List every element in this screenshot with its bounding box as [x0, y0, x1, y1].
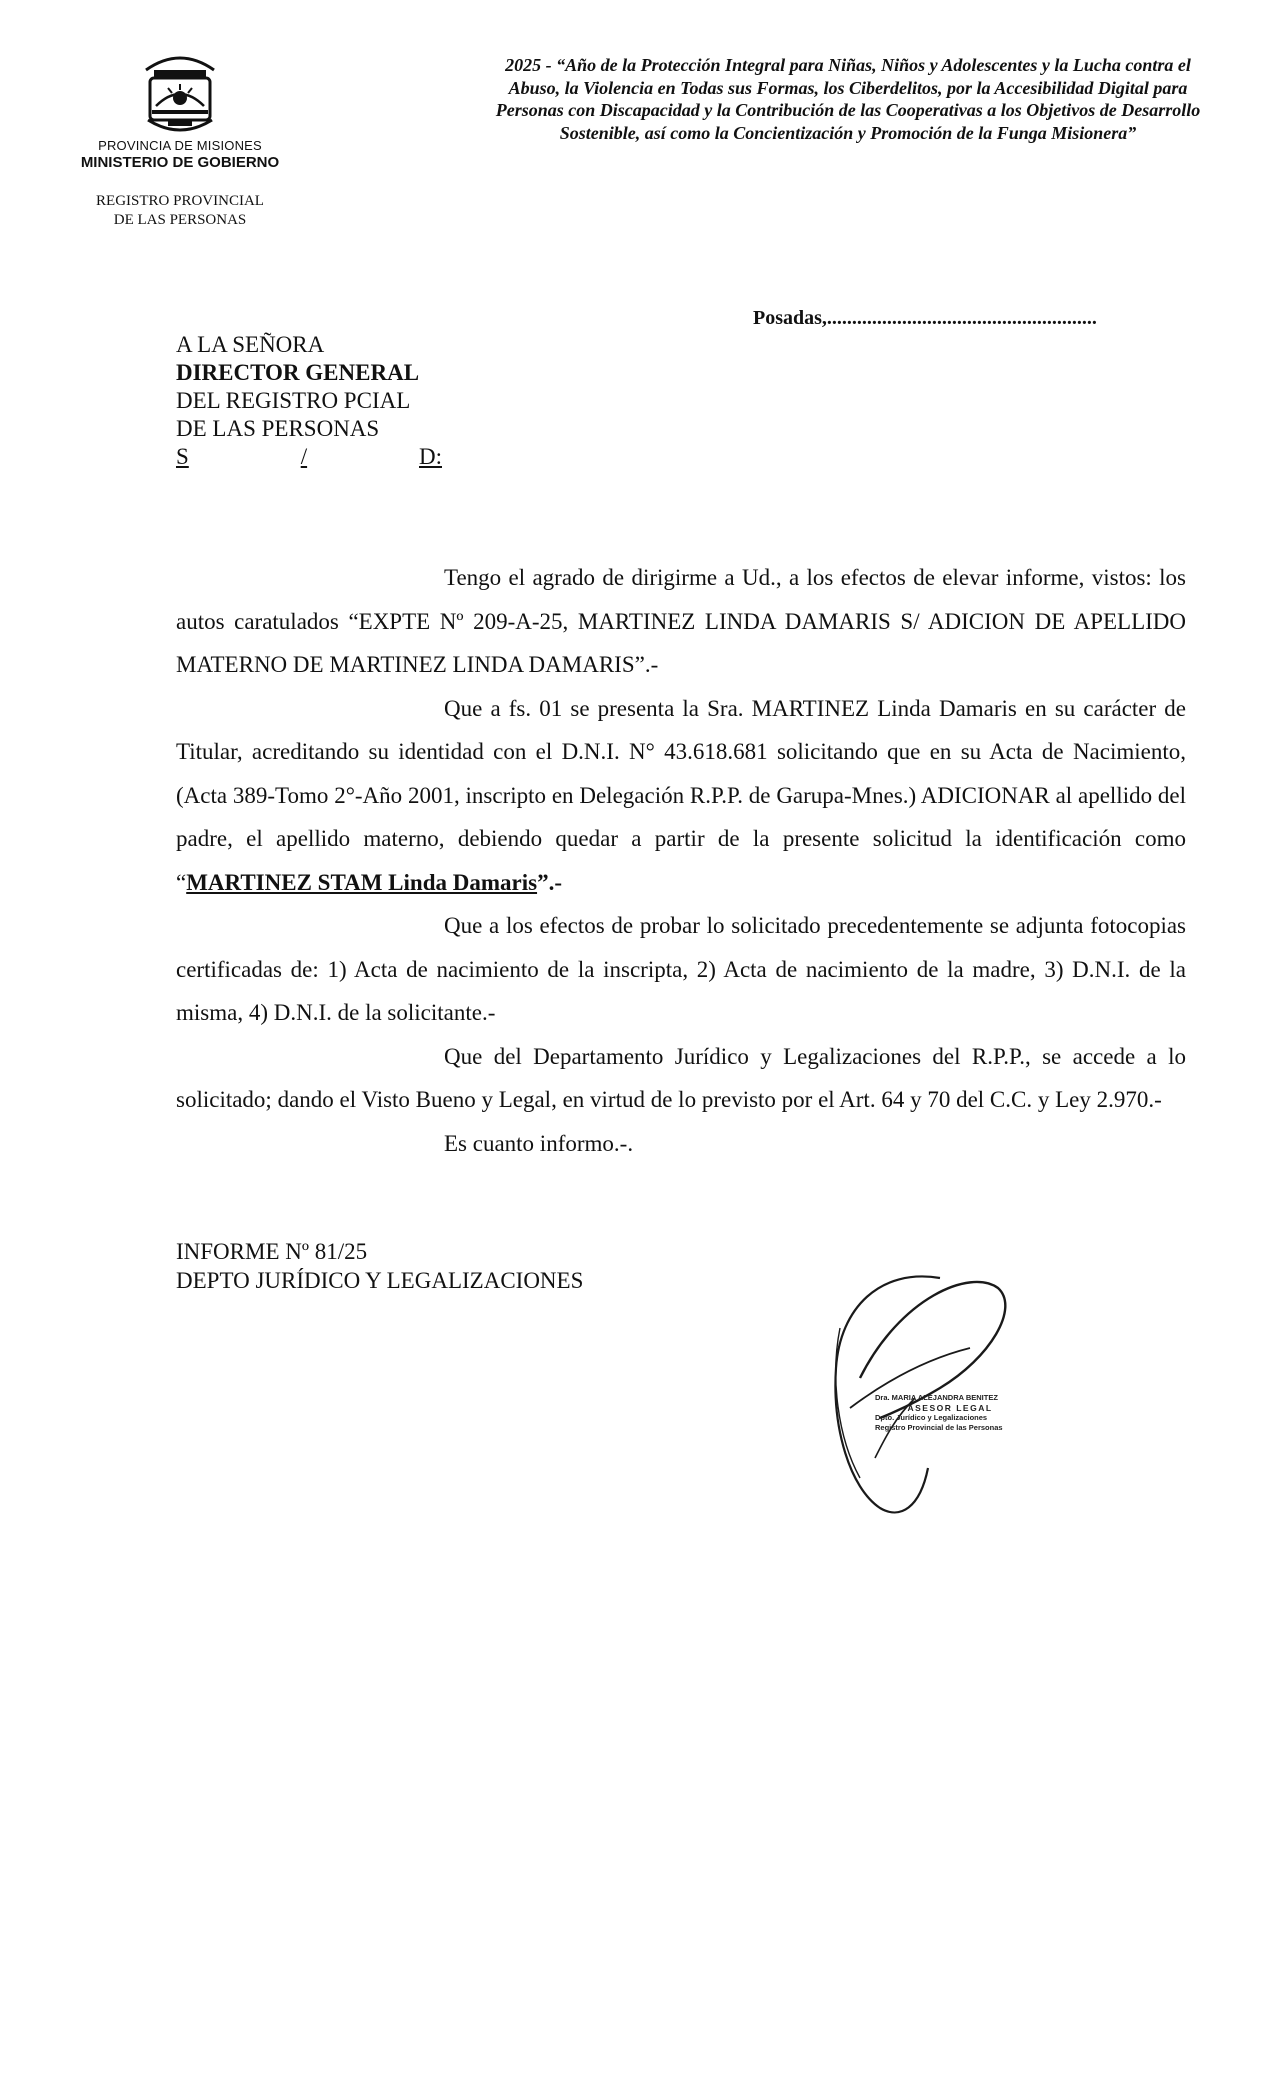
sd-d: D:	[419, 444, 442, 469]
date-line: Posadas,......................................................	[753, 307, 1097, 329]
ministry-name: MINISTERIO DE GOBIERNO	[80, 154, 280, 171]
report-department: DEPTO JURÍDICO Y LEGALIZACIONES	[176, 1268, 584, 1293]
report-info	[176, 1237, 583, 1295]
addressee-line-3: DEL REGISTRO PCIAL	[176, 388, 411, 413]
year-motto-year: 2025	[505, 55, 542, 75]
ministry-logo-block	[60, 48, 300, 230]
stamp-line-4: Registro Provincial de las Personas	[875, 1423, 1003, 1432]
addressee-line-2: DIRECTOR GENERAL	[176, 360, 420, 385]
year-motto-text: - “Año de la Protección Integral para Niñas, Niños y Adolescentes y la Lucha contra el Abuso, la Violencia en Todas sus Formas, los Ciberdelitos, por la Accesibilidad Digital para Personas con Discapacidad y la Contribución de las Cooperativas a los Objetivos de Desarrollo Sostenible, así como la Concientización y Promoción de la Funga Misionera”	[495, 55, 1201, 143]
report-number: INFORME Nº 81/25	[176, 1239, 368, 1264]
letter-body	[176, 556, 1186, 1165]
requested-name-underlined: MARTINEZ STAM Linda Damaris	[186, 869, 538, 895]
province-name: PROVINCIA DE MISIONES	[98, 138, 262, 153]
registry-name-line1: REGISTRO PROVINCIAL	[96, 193, 264, 209]
body-paragraph-3: Que a los efectos de probar lo solicitado precedentemente se adjunta fotocopias certificadas de: 1) Acta de nacimiento de la inscripta, 2) Acta de nacimiento de la madre, 3) D.N.I. de la misma, 4) D.N.I. de la solicitante.-	[176, 913, 1186, 1025]
sd-s: S	[176, 444, 189, 469]
registry-name-line2: DE LAS PERSONAS	[113, 212, 247, 228]
body-paragraph-2	[176, 687, 1186, 905]
body-paragraph-5: Es cuanto informo.-.	[444, 1130, 634, 1156]
sd-slash: /	[300, 444, 308, 469]
body-paragraph-2-text: Que a fs. 01 se presenta la Sra. MARTINEZ Linda Damaris en su carácter de Titular, acreditando su identidad con el D.N.I. N° 43.618.681 solicitando que en su Acta de Nacimiento, (Acta 389-Tomo 2°-Año 2001, inscripto en Delegación R.P.P. de Garupa-Mnes.) ADICIONAR al apellido del padre, el apellido materno, debiendo quedar a partir de la presente solicitud la identificación como “	[176, 695, 1186, 895]
addressee-block	[176, 331, 442, 471]
requested-name	[186, 870, 537, 895]
body-paragraph-2-end: ”.-	[537, 869, 562, 895]
addressee-line-1: A LA SEÑORA	[176, 332, 325, 357]
body-paragraph-4: Que del Departamento Jurídico y Legalizaciones del R.P.P., se accede a lo solicitado; dando el Visto Bueno y Legal, en virtud de lo previsto por el Art. 64 y 70 del C.C. y Ley 2.970.-	[176, 1043, 1186, 1112]
provincial-seal-icon	[138, 48, 222, 134]
year-motto	[488, 54, 1208, 144]
signature-stamp	[875, 1393, 1025, 1433]
stamp-line-3: Dpto. Jurídico y Legalizaciones	[875, 1413, 988, 1422]
stamp-line-1: Dra. MARIA ALEJANDRA BENITEZ	[875, 1393, 998, 1402]
body-paragraph-1: Tengo el agrado de dirigirme a Ud., a los efectos de elevar informe, vistos: los autos caratulados “EXPTE Nº 209-A-25, MARTINEZ LINDA DAMARIS S/ ADICION DE APELLIDO MATERNO DE MARTINEZ LINDA DAMARIS”.-	[176, 565, 1186, 677]
addressee-line-4: DE LAS PERSONAS	[176, 416, 380, 441]
stamp-line-2: ASESOR LEGAL	[907, 1403, 993, 1413]
sd-line	[176, 443, 442, 471]
